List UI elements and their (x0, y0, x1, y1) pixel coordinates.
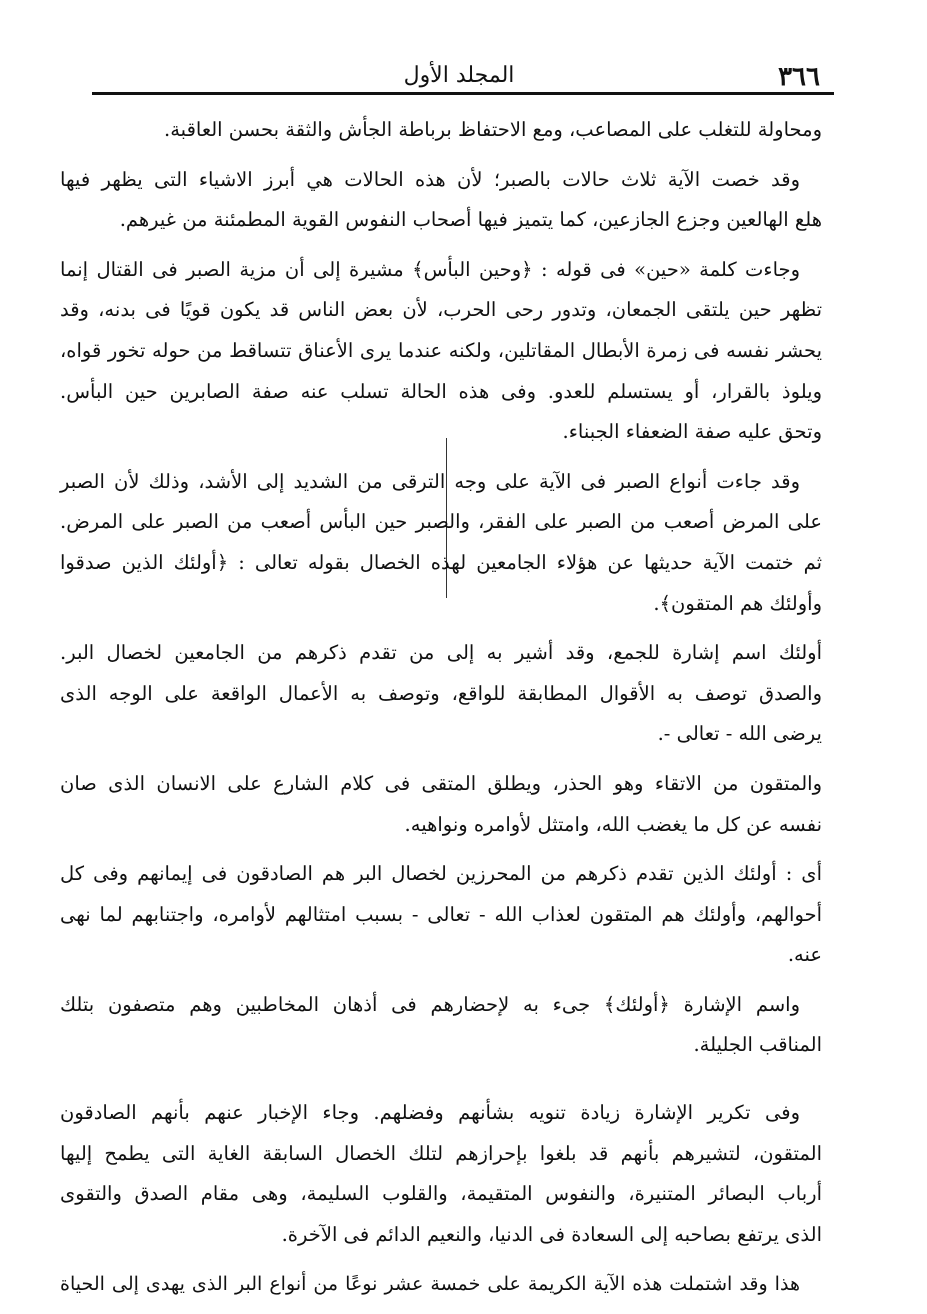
text-line: هلع الهالعين وجزع الجازعين، كما يتميز فيها أصحاب النفوس القوية المطمئنة من غيرهم. (119, 208, 822, 232)
text-line: أحوالهم، وأولئك هم المتقون لعذاب الله - تعالى - بسبب امتثالهم لأوامره، واجتنابهم لما نهى (60, 902, 822, 926)
text-line: على المرض أصعب من الصبر على الفقر، والصبر حين البأس أصعب من الصبر على المرض. (60, 510, 822, 534)
paragraph-4 (60, 462, 822, 624)
page-number: ٣٦٦ (778, 62, 820, 92)
text-line: واسم الإشارة ﴿أولئك﴾ جىء به لإحضارهم فى أذهان المخاطبين وهم متصفون بتلك (60, 992, 800, 1016)
page-header (88, 58, 830, 90)
text-line: أرباب البصائر المتنيرة، والنفوس المتقيمة، والقلوب السليمة، وهى مقام الصدق والتقوى (60, 1182, 822, 1206)
text-line: والصدق توصف به الأقوال المطابقة للواقع، وتوصف به الأعمال الواقعة على الوجه الذى (60, 681, 822, 705)
text-line: ومحاولة للتغلب على المصاعب، ومع الاحتفاظ برباطة الجأش والثقة بحسن العاقبة. (164, 118, 822, 141)
text-line: والمتقون من الاتقاء وهو الحذر، ويطلق المتقى فى كلام الشارع على الانسان الذى صان (60, 771, 822, 795)
body-text (60, 110, 822, 1314)
text-line: عنه. (787, 943, 822, 967)
text-line: ثم ختمت الآية حديثها عن هؤلاء الجامعين لهذه الخصال بقوله تعالى : ﴿أولئك الذين صدقوا (60, 550, 822, 574)
text-line: يحشر نفسه فى زمرة الأبطال المقاتلين، ولكنه عندما يرى الأعناق تتساقط من حوله تخور قواه، (60, 338, 822, 362)
text-line: هذا وقد اشتملت هذه الآية الكريمة على خمسة عشر نوعًا من أنواع البر الذى يهدى إلى الحياة (60, 1273, 800, 1296)
paragraph-8 (60, 985, 822, 1066)
text-line: وأولئك هم المتقون﴾. (653, 591, 822, 615)
text-line: يرضى الله - تعالى -. (657, 722, 822, 746)
paragraph-gap (60, 1075, 822, 1093)
text-line: وتحق عليه صفة الضعفاء الجبناء. (562, 420, 822, 444)
paragraph-6 (60, 764, 822, 845)
text-line: نفسه عن كل ما يغضب الله، وامتثل لأوامره ونواهيه. (404, 812, 822, 836)
text-line: وفى تكرير الإشارة زيادة تنويه بشأنهم وفضلهم. وجاء الإخبار عنهم بأنهم الصادقون (60, 1101, 800, 1125)
paragraph-9 (60, 1093, 822, 1255)
paragraph-7 (60, 854, 822, 976)
text-line: وقد جاءت أنواع الصبر فى الآية على وجه الترقى من الشديد إلى الأشد، وذلك لأن الصبر (60, 469, 800, 493)
text-line: المناقب الجليلة. (693, 1033, 822, 1057)
text-line: أولئك اسم إشارة للجمع، وقد أشير به إلى من تقدم ذكرهم من الجامعين لخصال البر. (60, 641, 822, 665)
paragraph-5 (60, 633, 822, 755)
text-line: وقد خصت الآية ثلاث حالات بالصبر؛ لأن هذه الحالات هي أبرز الاشياء التى يظهر فيها (60, 167, 800, 191)
text-line: ويلوذ بالقرار، أو يستسلم للعدو. وفى هذه الحالة تسلب عنه صفة الصابرين حين البأس. (60, 379, 822, 403)
paragraph-3 (60, 250, 822, 453)
header-rule (92, 92, 834, 95)
text-line: المتقون، لتشيرهم بأنهم قد بلغوا بإحرازهم لتلك الخصال السابقة الغاية التى يطمح إليها (60, 1141, 822, 1165)
running-title: المجلد الأول (403, 63, 515, 88)
text-line: تظهر حين يلتقى الجمعان، وتدور رحى الحرب، لأن بعض الناس قد يكون قويًا فى بدنه، وقد (60, 298, 822, 322)
paragraph-2 (60, 160, 822, 241)
text-line: أى : أولئك الذين تقدم ذكرهم من المحرزين لخصال البر هم الصادقون فى إيمانهم وفى كل (60, 862, 822, 886)
text-line: الذى يرتفع بصاحبه إلى السعادة فى الدنيا، والنعيم الدائم فى الآخرة. (281, 1222, 822, 1246)
paragraph-1 (60, 110, 822, 151)
paragraph-10 (60, 1264, 822, 1305)
text-line: وجاءت كلمة «حين» فى قوله : ﴿وحين البأس﴾ مشيرة إلى أن مزية الصبر فى القتال إنما (60, 257, 800, 281)
